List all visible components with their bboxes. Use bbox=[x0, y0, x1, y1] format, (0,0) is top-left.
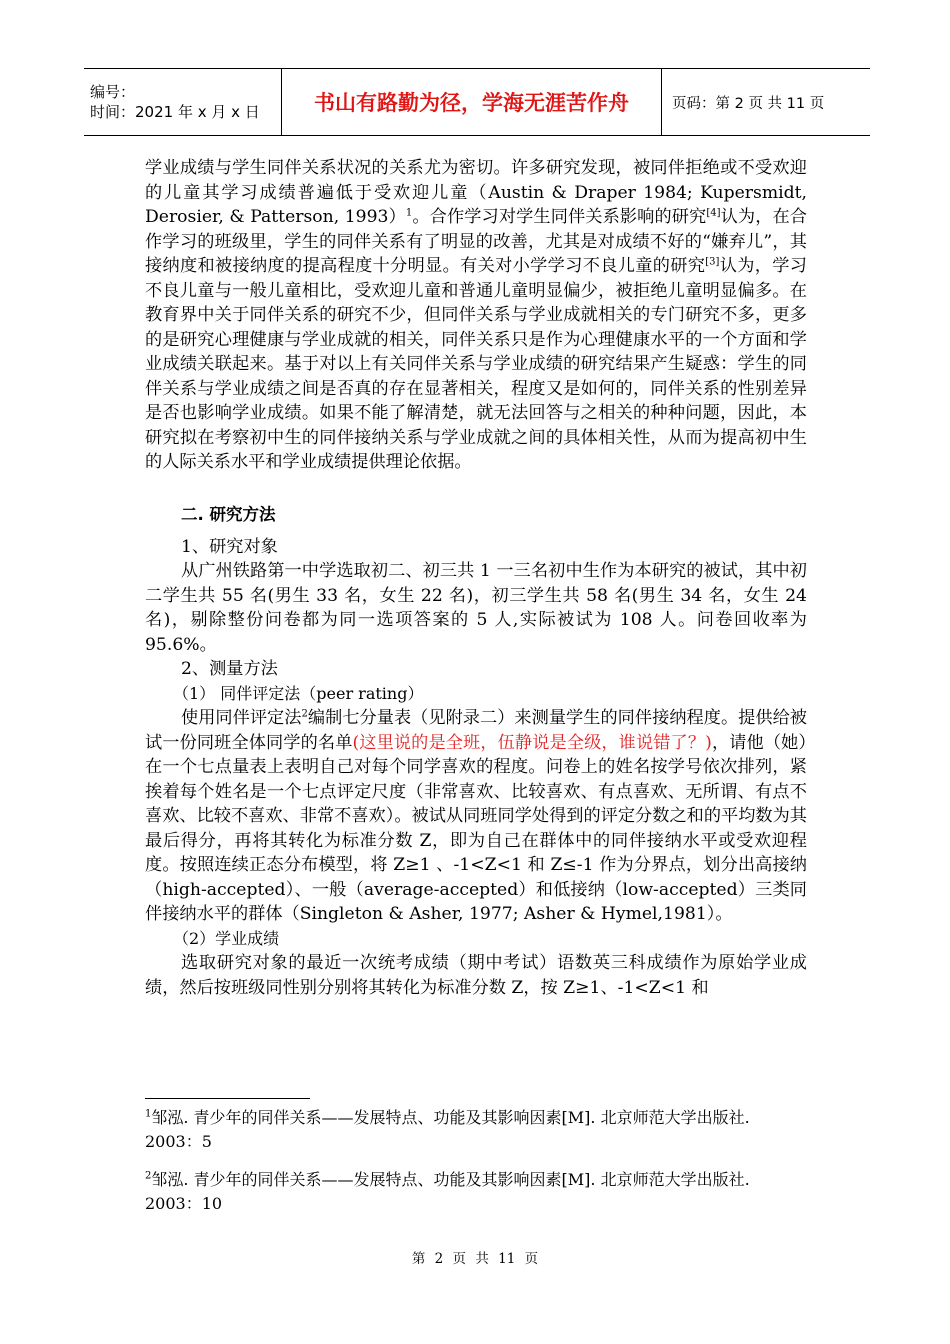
header-meta bbox=[84, 69, 282, 135]
footnote-mark: 2 bbox=[145, 1170, 152, 1182]
footnote-text: 邹泓. 青少年的同伴关系——发展特点、功能及其影响因素[M]. 北京师范大学出版社. 2003：10 bbox=[145, 1170, 750, 1213]
footnote-text: 邹泓. 青少年的同伴关系——发展特点、功能及其影响因素[M]. 北京师范大学出版社. 2003：5 bbox=[145, 1108, 750, 1151]
paragraph-peer-rating bbox=[145, 706, 807, 927]
footnote-mark: 1 bbox=[145, 1108, 152, 1120]
paragraph-text: 使用同伴评定法 bbox=[181, 708, 302, 728]
motto-text: 书山有路勤为径，学海无涯苦作舟 bbox=[314, 91, 629, 115]
document-time-label: 时间：2021 年 x 月 x 日 bbox=[90, 103, 260, 121]
paragraph-text: 认为，学习不良儿童与一般儿童相比，受欢迎儿童和普通儿童明显偏少，被拒绝儿童明显偏多。在教育界中关于同伴关系的研究不少，但同伴关系与学业成就相关的专门研究不多，更多的是研究心理健康与学业成就的相关，同伴关系只是作为心理健康水平的一个方面和学业成绩关联起来。基于对以上有关同伴关系与学业成绩的研究结果产生疑惑：学生的同伴关系与学业成绩之间是否真的存在显著相关，程度又是如何的，同伴关系的性别差异是否也影响学业成绩。如果不能了解清楚，就无法回答与之相关的种种问题，因此，本研究拟在考察初中生的同伴接纳关系与学业成就之间的具体相关性，从而为提高初中生的人际关系水平和学业成绩提供理论依据。 bbox=[145, 256, 807, 472]
editor-comment: (这里说的是全班，伍静说是全级，谁说错了？) bbox=[352, 732, 712, 753]
footnote-divider bbox=[145, 1098, 310, 1099]
footnote-1 bbox=[145, 1106, 807, 1154]
page-header bbox=[84, 68, 870, 136]
paragraph-text: 编制七分量表（见附录二）来测量学生的同伴接纳程度。提供给被试一份同班全体同学的名单 bbox=[145, 708, 807, 753]
document-body bbox=[145, 156, 807, 1000]
section-heading: 二. 研究方法 bbox=[181, 504, 276, 524]
footnote-2 bbox=[145, 1168, 807, 1216]
subsection-item-title: （1） 同伴评定法（peer rating） bbox=[173, 683, 424, 703]
paragraph-academic: 选取研究对象的最近一次统考成绩（期中考试）语数英三科成绩作为原始学业成绩，然后按班级同性别分别将其转化为标准分数 Z，按 Z≥1、-1<Z<1 和 bbox=[145, 953, 807, 998]
citation-ref: [4] bbox=[706, 207, 721, 219]
paragraph-subjects: 从广州铁路第一中学选取初二、初三共 1 一三名初中生作为本研究的被试，其中初二学生共 55 名(男生 33 名，女生 22 名)，初三学生共 58 名(男生 34 名，女生 24 名)，剔除整份问卷都为同一选项答案的 5 人,实际被试为 108 人。问卷回收率为 95.6%。 bbox=[145, 561, 807, 655]
header-motto bbox=[282, 69, 662, 135]
paragraph-text: 。合作学习对学生同伴关系影响的研究 bbox=[412, 207, 707, 227]
subsection-title: 1、研究对象 bbox=[181, 536, 278, 557]
paragraph-text: 学业成绩与学生同伴关系状况的关系尤为密切。许多研究发现，被同伴拒绝或不受欢迎的儿童其学习成绩普遍低于受欢迎儿童（Austin & Draper 1984; Kupersmidt, Derosier, & Patterson, 1993） bbox=[145, 158, 807, 227]
paragraph-intro bbox=[145, 156, 807, 475]
citation-ref: [3] bbox=[705, 256, 720, 268]
page-number: 第 2 页 共 11 页 bbox=[411, 1251, 539, 1267]
page-info-text: 页码：第 2 页 共 11 页 bbox=[672, 95, 825, 112]
footnote-ref: 2 bbox=[301, 708, 308, 720]
header-page-info bbox=[662, 69, 870, 135]
paragraph-text: 认为，在合作学习的班级里，学生的同伴关系有了明显的改善，尤其是对成绩不好的“嫌弃儿”，其接纳度和被接纳度的提高程度十分明显。有关对小学学习不良儿童的研究 bbox=[145, 207, 807, 276]
subsection-item-title: （2）学业成绩 bbox=[173, 928, 280, 948]
page-footer bbox=[0, 1247, 950, 1267]
footnote-ref: 1 bbox=[405, 207, 413, 219]
paragraph-text: ，请他（她）在一个七点量表上表明自己对每个同学喜欢的程度。问卷上的姓名按学号依次排列，紧挨着每个姓名是一个七点评定尺度（非常喜欢、比较喜欢、有点喜欢、无所谓、有点不喜欢、比较不喜欢、非常不喜欢）。被试从同班同学处得到的评定分数之和的平均数为其最后得分，再将其转化为标准分数 Z，即为自己在群体中的同伴接纳水平或受欢迎程度。按照连续正态分布模型，将 Z≥1 、-1<Z<1 和 Z≤-1 作为分界点，划分出高接纳（high-accepted）、一般（average-accepted）和低接纳（low-accepted）三类同伴接纳水平的群体（Singleton & Asher, 1977; Asher & Hymel,1981）。 bbox=[145, 732, 807, 924]
document-number-label: 编号： bbox=[90, 83, 136, 101]
subsection-title: 2、测量方法 bbox=[181, 659, 278, 679]
